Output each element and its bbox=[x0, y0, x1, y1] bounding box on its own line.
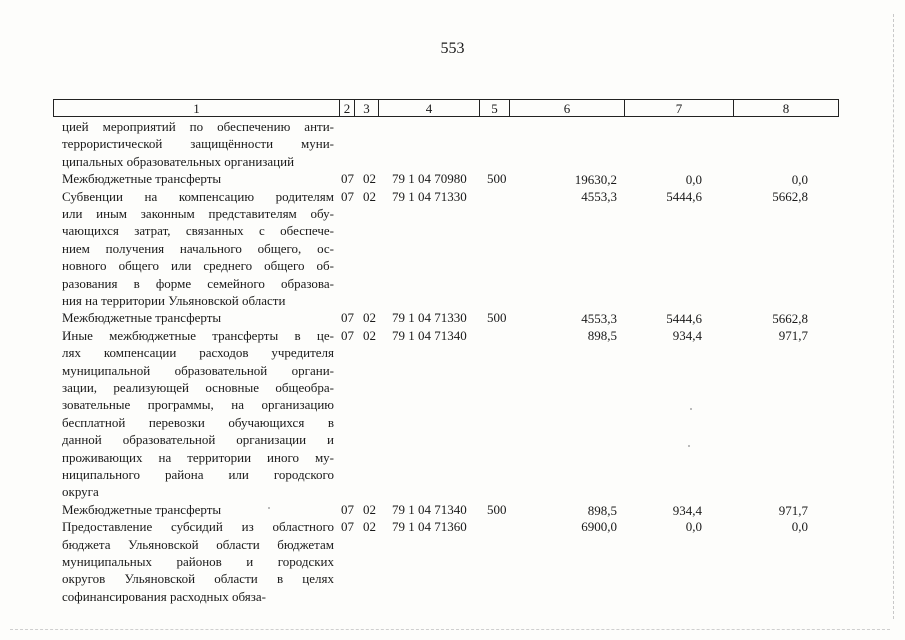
section-code: 07 bbox=[341, 519, 354, 535]
subsection-code: 02 bbox=[363, 171, 376, 187]
description-line: или иным законным представителям обу- bbox=[62, 205, 334, 221]
section-code: 07 bbox=[341, 501, 354, 517]
description-line: зации, реализующей основные общеобра- bbox=[62, 379, 334, 395]
subsection-code: 02 bbox=[363, 501, 376, 517]
subsection-code: 02 bbox=[363, 188, 376, 204]
header-col-3: 3 bbox=[355, 100, 379, 117]
amount-col-7: 0,0 bbox=[685, 172, 702, 188]
row-description bbox=[62, 309, 334, 326]
amount-col-6: 898,5 bbox=[587, 327, 617, 343]
target-article-code: 79 1 04 71360 bbox=[392, 519, 467, 535]
amount-col-8: 0,0 bbox=[791, 172, 808, 188]
target-article-code: 79 1 04 71330 bbox=[392, 310, 467, 326]
header-col-6: 6 bbox=[510, 100, 625, 117]
header-col-1: 1 bbox=[54, 100, 340, 117]
row-description bbox=[62, 170, 334, 187]
description-line: Межбюджетные трансферты bbox=[62, 310, 222, 326]
row-description bbox=[62, 188, 334, 310]
amount-col-8: 971,7 bbox=[778, 502, 808, 518]
description-line: проживающих на территории иного му- bbox=[62, 449, 334, 465]
header-col-2: 2 bbox=[340, 100, 355, 117]
section-code: 07 bbox=[341, 310, 354, 326]
amount-col-7: 5444,6 bbox=[666, 188, 702, 204]
scan-speck bbox=[268, 507, 270, 509]
description-line: новного общего или среднего общего об- bbox=[62, 258, 334, 274]
amount-col-8: 0,0 bbox=[791, 519, 808, 535]
amount-col-8: 5662,8 bbox=[772, 188, 808, 204]
description-line: Субвенции на компенсацию родителям bbox=[62, 188, 334, 204]
amount-col-8: 5662,8 bbox=[772, 311, 808, 327]
target-article-code: 79 1 04 70980 bbox=[392, 171, 467, 187]
scan-speck bbox=[690, 408, 692, 410]
amount-col-6: 4553,3 bbox=[581, 311, 617, 327]
description-line: Межбюджетные трансферты bbox=[62, 171, 222, 187]
description-line: бесплатной перевозки обучающихся в bbox=[62, 414, 334, 430]
description-line: Межбюджетные трансферты bbox=[62, 501, 222, 517]
description-line: лях компенсации расходов учредителя bbox=[62, 345, 334, 361]
expense-type-code: 500 bbox=[487, 501, 507, 517]
section-code: 07 bbox=[341, 171, 354, 187]
description-line: муниципальных районов и городских bbox=[62, 553, 334, 569]
target-article-code: 79 1 04 71340 bbox=[392, 327, 467, 343]
description-line: округов Ульяновской области в целях bbox=[62, 571, 334, 587]
amount-col-7: 5444,6 bbox=[666, 311, 702, 327]
header-col-7: 7 bbox=[625, 100, 734, 117]
description-line: цией мероприятий по обеспечению анти- bbox=[62, 119, 334, 134]
description-line: округа bbox=[62, 484, 99, 500]
scan-speck bbox=[688, 445, 690, 447]
amount-col-8: 971,7 bbox=[778, 327, 808, 343]
table-header bbox=[53, 99, 839, 117]
header-col-4: 4 bbox=[379, 100, 480, 117]
row-description bbox=[62, 118, 334, 170]
description-line: террористической защищённости муни- bbox=[62, 136, 334, 152]
description-line: зовательные программы, на организацию bbox=[62, 397, 334, 413]
expense-type-code: 500 bbox=[487, 171, 507, 187]
description-line: нием получения начального общего, ос- bbox=[62, 240, 334, 256]
amount-col-7: 934,4 bbox=[672, 327, 702, 343]
description-line: ния на территории Ульяновской области bbox=[62, 292, 286, 308]
section-code: 07 bbox=[341, 327, 354, 343]
target-article-code: 79 1 04 71330 bbox=[392, 188, 467, 204]
expense-type-code: 500 bbox=[487, 310, 507, 326]
scan-edge-right bbox=[893, 14, 894, 619]
header-col-8: 8 bbox=[782, 101, 790, 116]
page-number: 553 bbox=[440, 40, 465, 57]
description-line: софинансирования расходных обяза- bbox=[62, 588, 267, 604]
amount-col-7: 934,4 bbox=[672, 502, 702, 518]
amount-col-6: 6900,0 bbox=[581, 519, 617, 535]
row-description bbox=[62, 518, 334, 605]
row-description bbox=[62, 501, 334, 518]
row-description bbox=[62, 327, 334, 501]
description-line: данной образовательной организации и bbox=[62, 432, 334, 448]
subsection-code: 02 bbox=[363, 310, 376, 326]
amount-col-6: 898,5 bbox=[587, 502, 617, 518]
description-line: разования в форме семейного образова- bbox=[62, 275, 334, 291]
header-col-5: 5 bbox=[480, 100, 510, 117]
section-code: 07 bbox=[341, 188, 354, 204]
amount-col-6: 4553,3 bbox=[581, 188, 617, 204]
subsection-code: 02 bbox=[363, 327, 376, 343]
description-line: ниципального района или городского bbox=[62, 466, 334, 482]
scan-edge-bottom bbox=[10, 629, 890, 630]
description-line: Иные межбюджетные трансферты в це- bbox=[62, 327, 334, 343]
amount-col-7: 0,0 bbox=[685, 519, 702, 535]
amount-col-6: 19630,2 bbox=[574, 172, 617, 188]
description-line: Предоставление субсидий из областного bbox=[62, 519, 334, 535]
description-line: муниципальной образовательной органи- bbox=[62, 362, 334, 378]
description-line: бюджета Ульяновской области бюджетам bbox=[62, 536, 334, 552]
description-line: чающихся затрат, связанных с обеспече- bbox=[62, 223, 334, 239]
description-line: ципальных образовательных организаций bbox=[62, 153, 295, 169]
target-article-code: 79 1 04 71340 bbox=[392, 501, 467, 517]
subsection-code: 02 bbox=[363, 519, 376, 535]
